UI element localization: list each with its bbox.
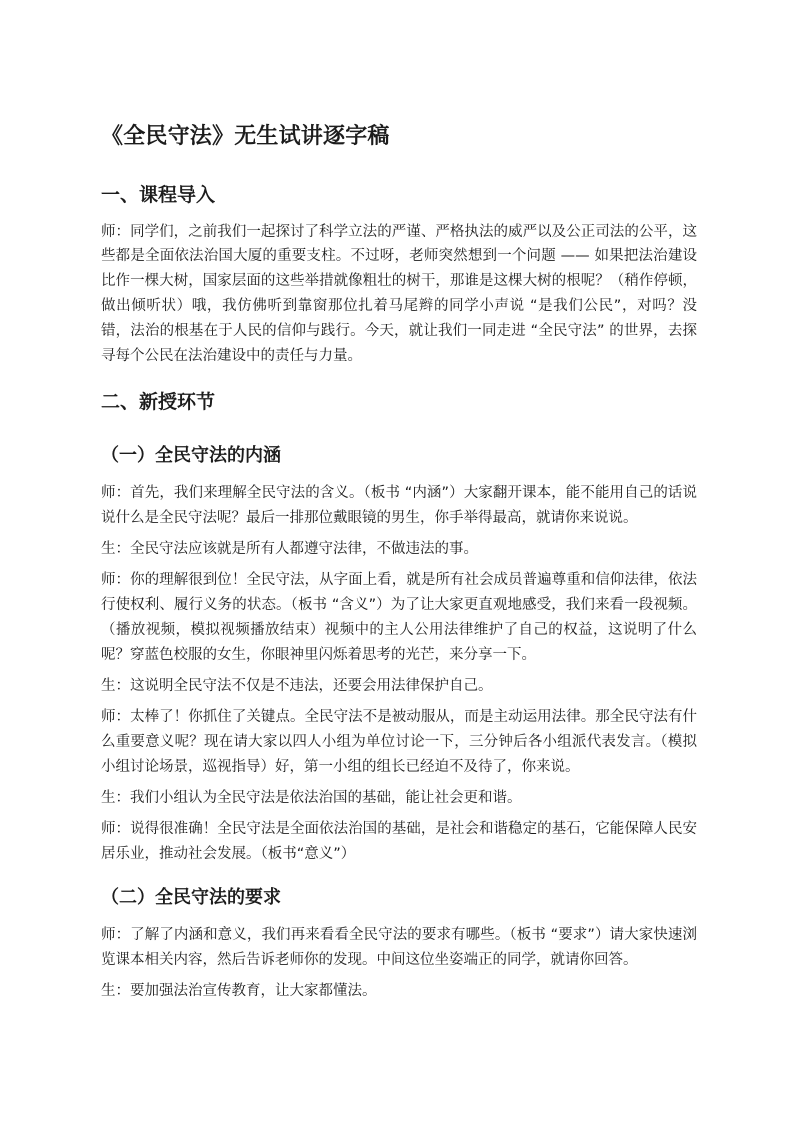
subsection-connotation-body (101, 481, 697, 867)
subsection-heading-connotation: （一）全民守法的内涵 (101, 445, 281, 467)
paragraph: 师：同学们，之前我们一起探讨了科学立法的严谨、严格执法的威严以及公正司法的公平，这些都是全面依法治国大厦的重要支柱。不过呀，老师突然想到一个问题 —— 如果把法治建设比作一棵大树，国家层面的这些举措就像粗壮的树干，那谁是这棵大树的根呢？（稍作停顿，做出倾听状）哦，我仿佛听到靠窗那位扎着马尾辫的同学小声说 “是我们公民”，对吗？没错，法治的根基在于人民的信仰与践行。今天，就让我们一同走进 “全民守法” 的世界，去探寻每个公民在法治建设中的责任与力量。 (101, 223, 697, 364)
paragraph: 师：首先，我们来理解全民守法的含义。（板书 “内涵”）大家翻开课本，能不能用自己的话说说什么是全民守法呢？最后一排那位戴眼镜的男生，你手举得最高，就请你来说说。 (101, 484, 697, 526)
subsection-requirements-body (101, 923, 697, 1004)
section-heading-new-lesson: 二、新授环节 (101, 391, 216, 414)
paragraph: 生：我们小组认为全民守法是依法治国的基础，能让社会更和谐。 (101, 789, 522, 806)
paragraph: 师：你的理解很到位！全民守法，从字面上看，就是所有社会成员普遍尊重和信仰法律，依法行使权利、履行义务的状态。（板书 “含义”）为了让大家更直观地感受，我们来看一段视频。（播放视频，模拟视频播放结束）视频中的主人公用法律维护了自己的权益，这说明了什么呢？穿蓝色校服的女生，你眼神里闪烁着思考的光芒，来分享一下。 (101, 572, 697, 663)
document-body (101, 122, 697, 1004)
subsection-heading-requirements: （二）全民守法的要求 (101, 887, 281, 909)
document-title: 《全民守法》无生试讲逐字稿 (101, 124, 390, 149)
paragraph: 生：要加强法治宣传教育，让大家都懂法。 (101, 983, 377, 1000)
paragraph: 生：这说明全民守法不仅是不违法，还要会用法律保护自己。 (101, 677, 493, 694)
section-intro-body (101, 220, 697, 369)
paragraph: 师：说得很准确！全民守法是全面依法治国的基础，是社会和谐稳定的基石，它能保障人民安居乐业，推动社会发展。（板书“意义”） (101, 820, 697, 862)
paragraph: 生：全民守法应该就是所有人都遵守法律，不做违法的事。 (101, 540, 478, 557)
paragraph: 师：太棒了！你抓住了关键点。全民守法不是被动服从，而是主动运用法律。那全民守法有什么重要意义呢？现在请大家以四人小组为单位讨论一下，三分钟后各小组派代表发言。（模拟小组讨论场景，巡视指导）好，第一小组的组长已经迫不及待了，你来说。 (101, 708, 697, 775)
section-heading-course-intro: 一、课程导入 (101, 184, 216, 206)
paragraph: 师：了解了内涵和意义，我们再来看看全民守法的要求有哪些。（板书 “要求”）请大家快速浏览课本相关内容，然后告诉老师你的发现。中间这位坐姿端正的同学，就请你回答。 (101, 927, 697, 968)
